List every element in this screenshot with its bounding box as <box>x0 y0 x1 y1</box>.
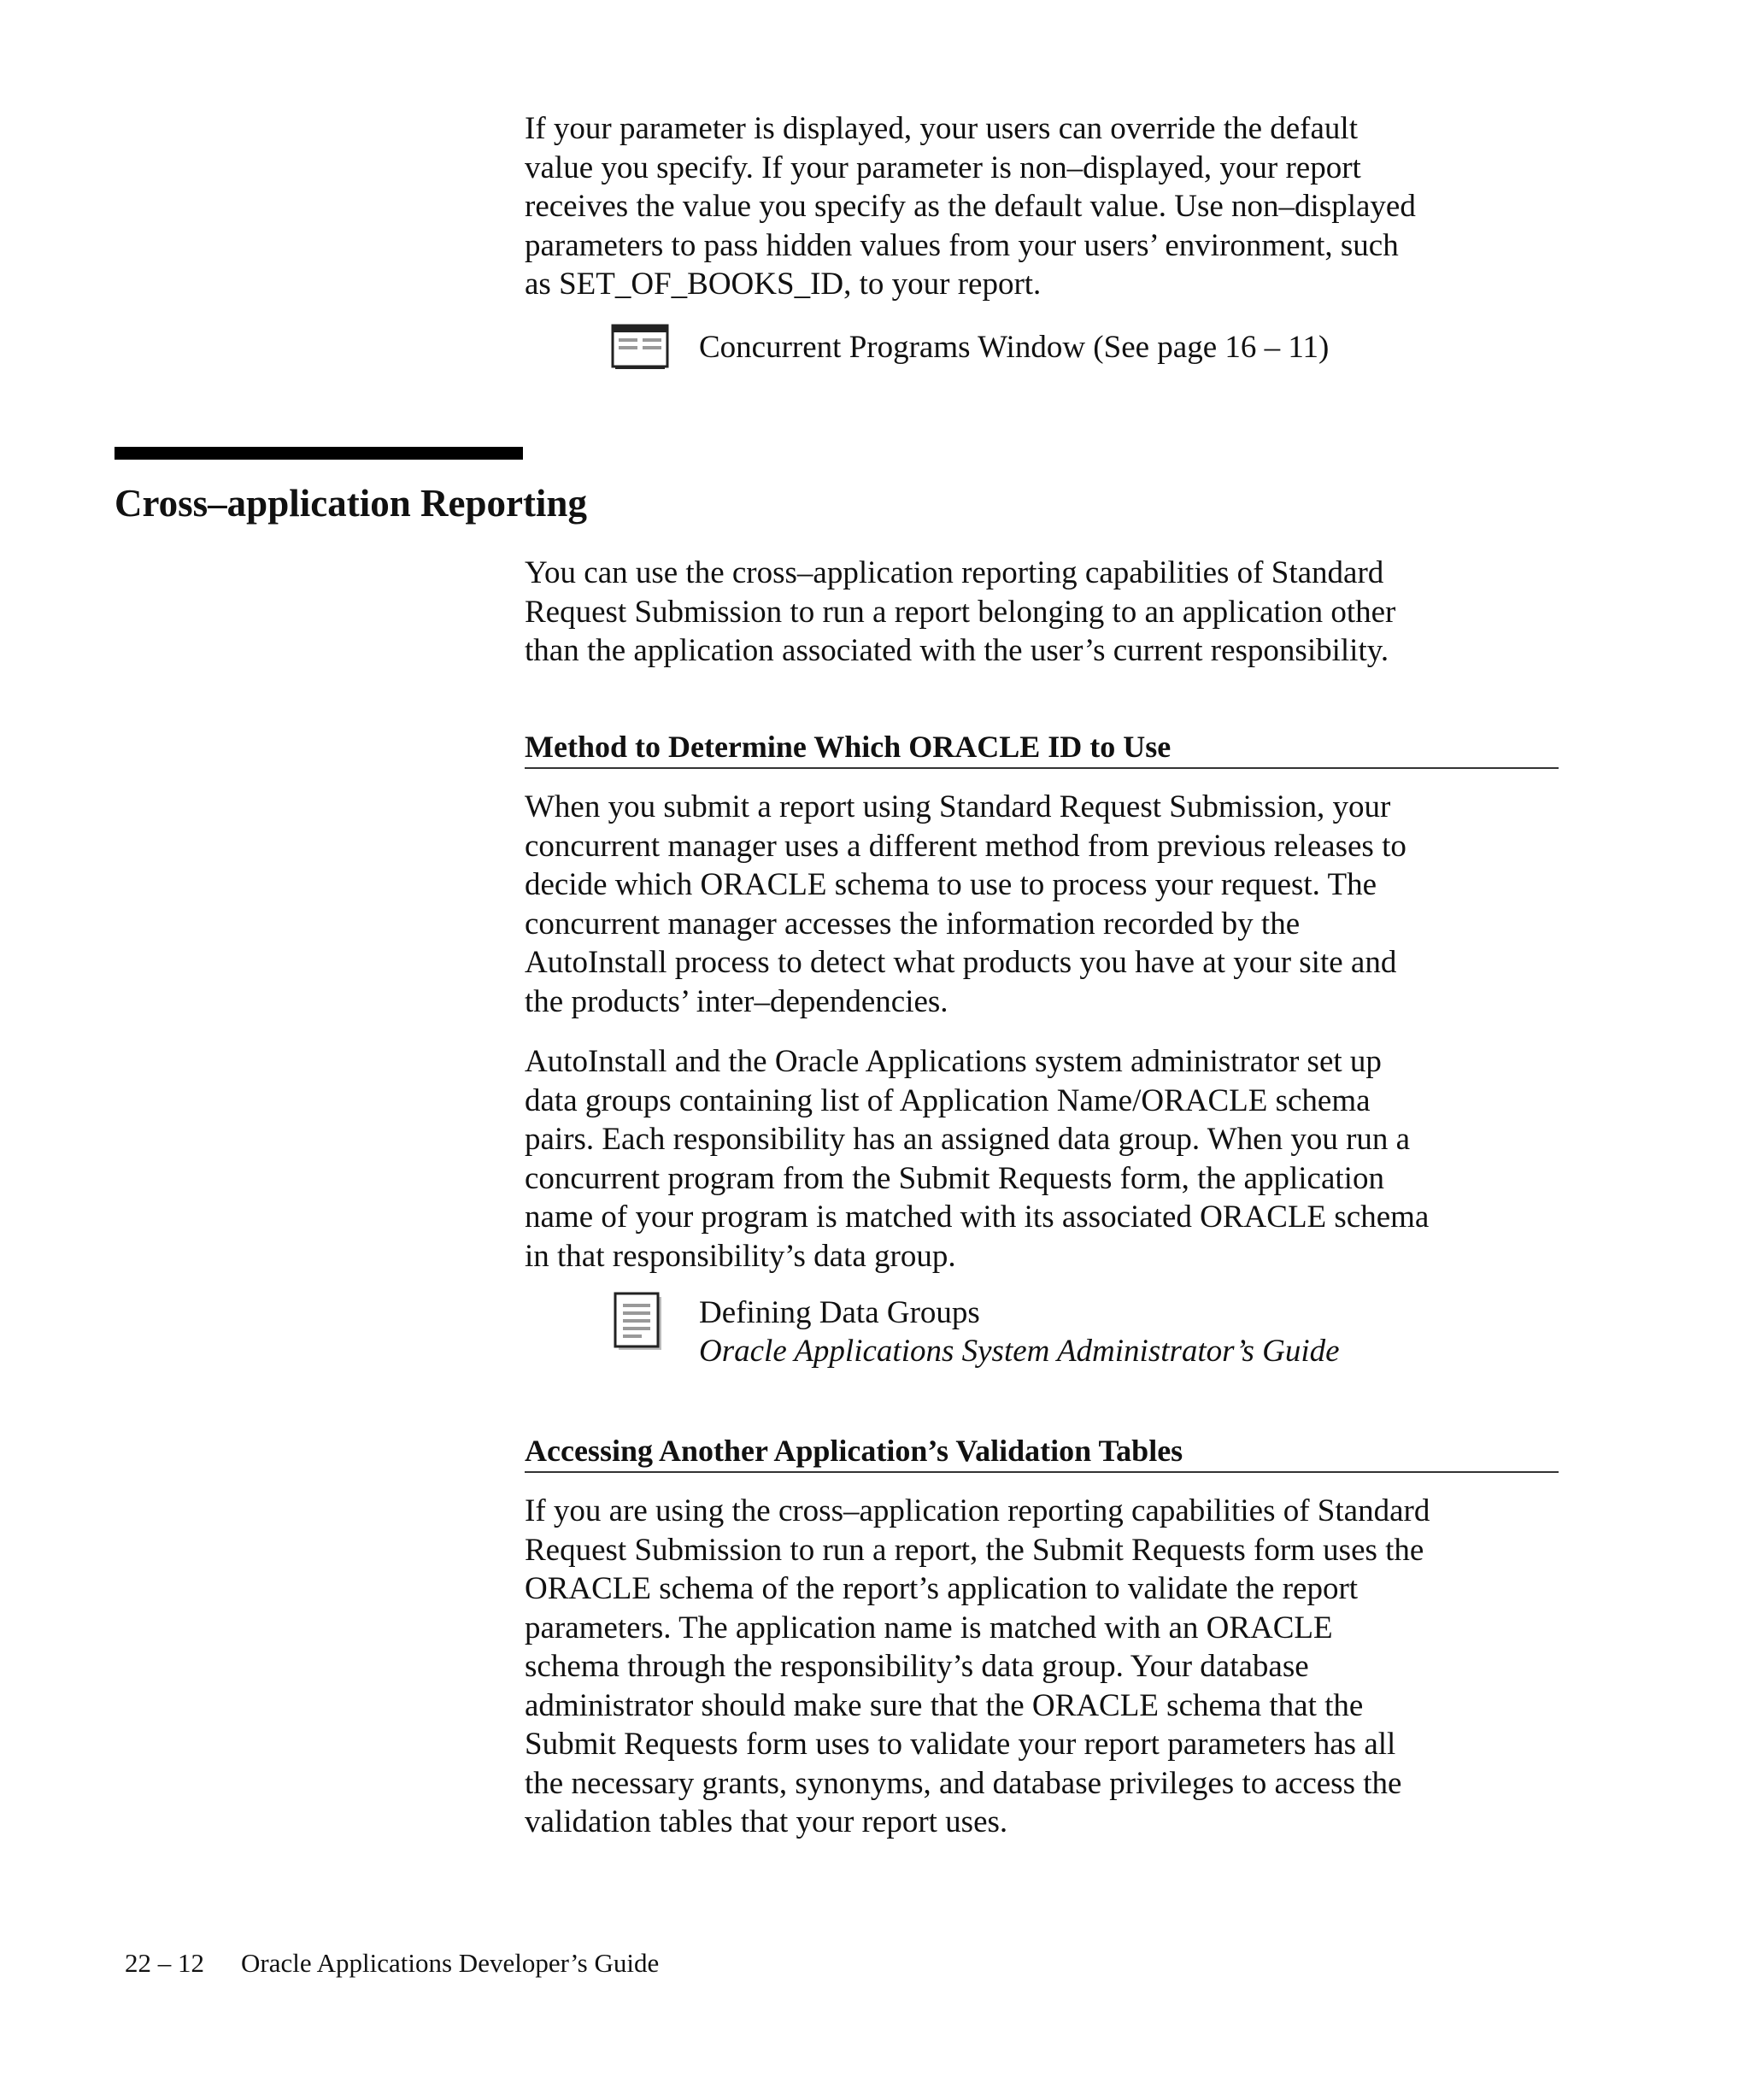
intro-line: receives the value you specify as the default value. Use non–displayed <box>525 189 1416 224</box>
accessing-line: Submit Requests form uses to validate your report parameters has all <box>525 1727 1396 1762</box>
section-intro-line: You can use the cross–application reporting capabilities of Standard <box>525 555 1384 590</box>
xref-concurrent-programs-window[interactable] <box>699 328 1329 367</box>
method-line: the products’ inter–dependencies. <box>525 983 948 1019</box>
accessing-line: If you are using the cross–application reporting capabilities of Standard <box>525 1493 1430 1528</box>
method-line: pairs. Each responsibility has an assigned data group. When you run a <box>525 1122 1411 1157</box>
accessing-line: schema through the responsibility’s data group. Your database <box>525 1649 1309 1684</box>
xref-title: Defining Data Groups <box>699 1295 980 1330</box>
method-paragraph-2 <box>525 1042 1569 1276</box>
accessing-line: ORACLE schema of the report’s application to validate the report <box>525 1571 1359 1606</box>
method-line: name of your program is matched with its associated ORACLE schema <box>525 1200 1430 1235</box>
method-line: concurrent manager uses a different method from previous releases to <box>525 828 1406 864</box>
method-paragraph-1 <box>525 788 1569 1021</box>
section-rule <box>115 447 523 460</box>
intro-line: parameters to pass hidden values from your users’ environment, such <box>525 227 1399 263</box>
section-intro-line: Request Submission to run a report belonging to an application other <box>525 594 1396 630</box>
xref-defining-data-groups[interactable] <box>699 1293 1340 1370</box>
method-line: When you submit a report using Standard Request Submission, your <box>525 789 1391 824</box>
accessing-line: parameters. The application name is matched with an ORACLE <box>525 1610 1333 1645</box>
accessing-line: the necessary grants, synonyms, and database privileges to access the <box>525 1765 1402 1801</box>
accessing-line: Request Submission to run a report, the Submit Requests form uses the <box>525 1532 1424 1568</box>
xref-text: Concurrent Programs Window (See page 16 – 11) <box>699 330 1330 365</box>
method-line: concurrent program from the Submit Requests form, the application <box>525 1160 1384 1196</box>
accessing-heading: Accessing Another Application’s Validation Tables <box>525 1432 1559 1473</box>
method-line: AutoInstall and the Oracle Applications system administrator set up <box>525 1044 1382 1079</box>
intro-line: as SET_OF_BOOKS_ID, to your report. <box>525 267 1042 302</box>
window-icon <box>610 323 670 371</box>
intro-line: value you specify. If your parameter is non–displayed, your report <box>525 150 1361 185</box>
book-title: Oracle Applications Developer’s Guide <box>241 1948 660 1978</box>
accessing-line: administrator should make sure that the ORACLE schema that the <box>525 1687 1364 1723</box>
intro-line: If your parameter is displayed, your users can override the default <box>525 111 1358 146</box>
accessing-paragraph <box>525 1492 1569 1842</box>
section-title: Cross–application Reporting <box>115 482 587 525</box>
book-icon <box>614 1292 665 1353</box>
method-line: data groups containing list of Application Name/ORACLE schema <box>525 1082 1371 1118</box>
method-line: in that responsibility’s data group. <box>525 1238 956 1274</box>
method-line: AutoInstall process to detect what products you have at your site and <box>525 945 1397 980</box>
xref-source: Oracle Applications System Administrator’s Guide <box>699 1334 1340 1369</box>
method-heading: Method to Determine Which ORACLE ID to Use <box>525 728 1559 769</box>
method-line: decide which ORACLE schema to use to process your request. The <box>525 867 1377 902</box>
intro-paragraph <box>525 109 1569 304</box>
page-number: 22 – 12 <box>125 1948 204 1978</box>
accessing-line: validation tables that your report uses. <box>525 1804 1008 1839</box>
page-footer <box>125 1946 659 1980</box>
section-intro-paragraph <box>525 554 1569 671</box>
section-intro-line: than the application associated with the user’s current responsibility. <box>525 633 1389 668</box>
method-line: concurrent manager accesses the information recorded by the <box>525 906 1301 941</box>
